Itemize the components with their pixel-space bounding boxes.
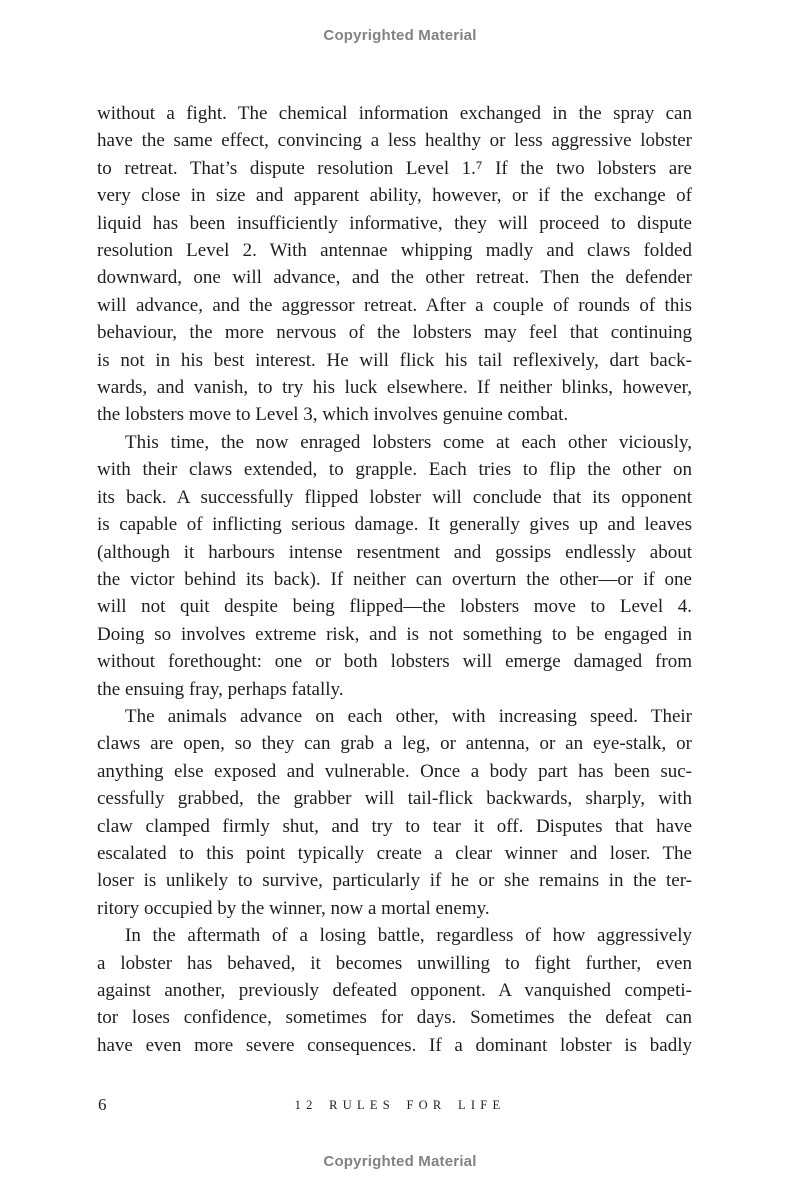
- text-line: ritory occupied by the winner, now a mortal enemy.: [97, 897, 490, 919]
- running-title: 12 RULES FOR LIFE: [294, 1098, 506, 1112]
- text-line: tor loses confidence, sometimes for days. Sometimes the defeat can: [97, 1007, 692, 1029]
- text-line: its back. A successfully flipped lobster will conclude that its opponent: [97, 486, 692, 508]
- text-line: the ensuing fray, perhaps fatally.: [97, 678, 344, 700]
- text-line: without a fight. The chemical information exchanged in the spray can: [97, 103, 692, 124]
- text-line: will advance, and the aggressor retreat. After a couple of rounds of this: [97, 294, 692, 316]
- text-line: (although it harbours intense resentment and gossips endlessly about: [97, 541, 692, 563]
- text-line: escalated to this point typically create a clear winner and loser. The: [97, 842, 692, 864]
- text-line: This time, the now enraged lobsters come at each other viciously,: [125, 431, 692, 453]
- text-line: behaviour, the more nervous of the lobsters may feel that continuing: [97, 322, 692, 344]
- copyright-notice-bottom: Copyrighted Material: [323, 1153, 477, 1170]
- text-line: liquid has been insufficiently informative, they will proceed to dispute: [97, 212, 692, 234]
- text-line: Doing so involves extreme risk, and is not something to be engaged in: [97, 623, 692, 645]
- text-line: is capable of inflicting serious damage. It generally gives up and leaves: [97, 514, 692, 536]
- text-line: to retreat. That’s dispute resolution Level 1.⁷ If the two lobsters are: [97, 157, 692, 179]
- text-line: will not quit despite being flipped—the lobsters move to Level 4.: [97, 596, 692, 618]
- text-line: very close in size and apparent ability, however, or if the exchange of: [97, 185, 692, 207]
- text-line: the lobsters move to Level 3, which involves genuine combat.: [97, 404, 569, 426]
- text-line: with their claws extended, to grapple. Each tries to flip the other on: [97, 459, 692, 481]
- copyright-notice-top: Copyrighted Material: [323, 27, 477, 44]
- text-line: resolution Level 2. With antennae whipping madly and claws folded: [97, 240, 692, 262]
- page-body: [97, 100, 692, 1059]
- text-line: is not in his best interest. He will flick his tail reflexively, dart back-: [97, 349, 692, 371]
- text-line: have even more severe consequences. If a dominant lobster is badly: [97, 1034, 692, 1056]
- text-line: In the aftermath of a losing battle, regardless of how aggressively: [125, 925, 692, 947]
- text-line: anything else exposed and vulnerable. Once a body part has been suc-: [97, 760, 692, 782]
- text-line: the victor behind its back). If neither can overturn the other—or if one: [97, 568, 692, 590]
- text-line: claw clamped firmly shut, and try to tear it off. Disputes that have: [97, 815, 692, 837]
- text-line: wards, and vanish, to try his luck elsewhere. If neither blinks, however,: [97, 377, 692, 399]
- text-line: cessfully grabbed, the grabber will tail-flick backwards, sharply, with: [97, 788, 692, 810]
- text-line: loser is unlikely to survive, particularly if he or she remains in the ter-: [97, 870, 692, 892]
- text-line: without forethought: one or both lobsters will emerge damaged from: [97, 651, 692, 673]
- text-line: a lobster has behaved, it becomes unwilling to fight further, even: [97, 952, 692, 974]
- page-number: 6: [98, 1095, 107, 1114]
- page-footer: [0, 1095, 800, 1117]
- text-line: claws are open, so they can grab a leg, or antenna, or an eye-stalk, or: [97, 733, 692, 755]
- text-line: The animals advance on each other, with increasing speed. Their: [125, 705, 692, 727]
- text-line: against another, previously defeated opponent. A vanquished competi-: [97, 980, 692, 1001]
- text-line: downward, one will advance, and the other retreat. Then the defender: [97, 267, 692, 289]
- text-line: have the same effect, convincing a less healthy or less aggressive lobster: [97, 130, 692, 152]
